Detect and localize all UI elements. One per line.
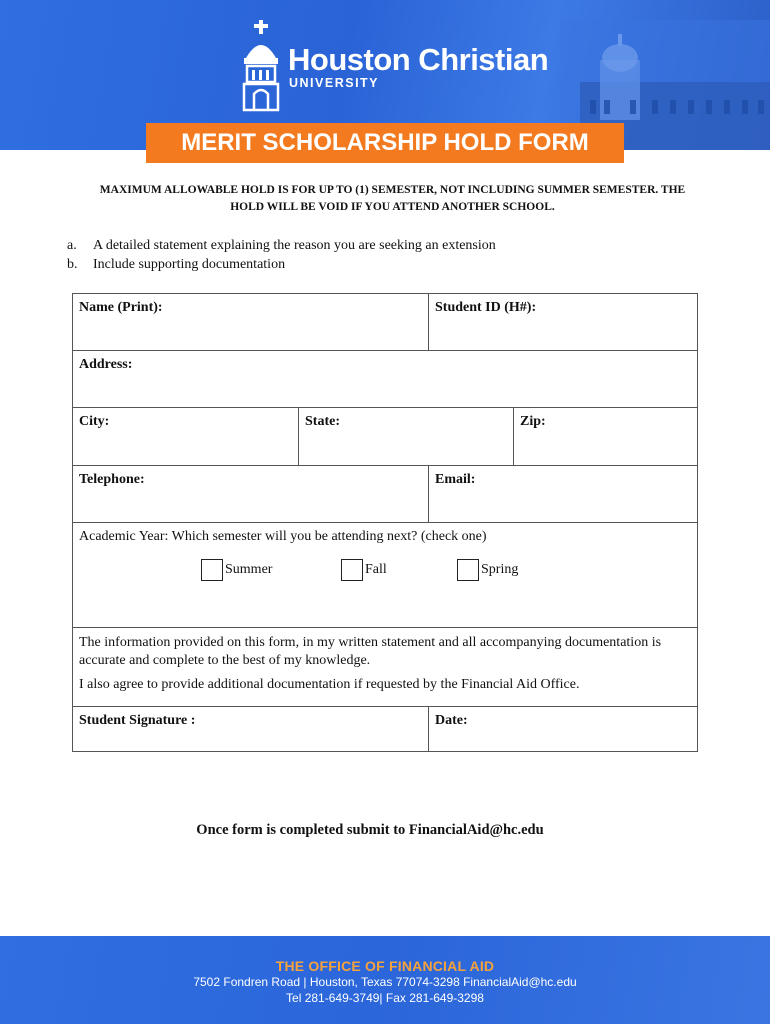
footer-title: THE OFFICE OF FINANCIAL AID — [275, 958, 495, 974]
academic-year-section — [73, 523, 698, 628]
spring-checkbox[interactable] — [457, 559, 479, 581]
application-form — [72, 293, 698, 752]
logo-subtitle: UNIVERSITY — [289, 76, 380, 90]
date-label: Date: — [435, 713, 468, 728]
zip-field[interactable] — [514, 408, 698, 465]
certification-statement — [73, 628, 698, 707]
semester-options — [79, 559, 691, 599]
name-label: Name (Print): — [79, 300, 163, 315]
fall-checkbox[interactable] — [341, 559, 363, 581]
notice-line-2: HOLD WILL BE VOID IF YOU ATTEND ANOTHER SCHOOL. — [230, 201, 555, 213]
signature-field[interactable] — [73, 707, 429, 752]
university-logo[interactable] — [240, 18, 549, 113]
list-marker: b. — [67, 257, 78, 272]
address-label: Address: — [79, 357, 133, 372]
summer-option[interactable] — [201, 559, 272, 581]
city-label: City: — [79, 414, 110, 429]
city-field[interactable] — [73, 408, 299, 466]
statement-paragraph-1: The information provided on this form, in my written statement and all accompanying documentation is accurate and complete to the best of my knowledge. — [79, 635, 662, 668]
student-id-field[interactable] — [429, 294, 698, 351]
telephone-label: Telephone: — [79, 472, 145, 487]
notice-line-1: MAXIMUM ALLOWABLE HOLD IS FOR UP TO (1) SEMESTER, NOT INCLUDING SUMMER SEMESTER. THE — [99, 184, 686, 196]
requirements-list — [67, 236, 496, 274]
signature-label: Student Signature : — [79, 713, 196, 728]
date-field[interactable] — [429, 707, 698, 752]
submit-instructions: Once form is completed submit to FinancialAid@hc.edu — [196, 822, 544, 838]
chapel-dome-icon — [240, 18, 282, 113]
academic-question: Academic Year: Which semester will you be attending next? (check one) — [79, 529, 487, 544]
spring-label: Spring — [481, 562, 519, 577]
zip-label: Zip: — [520, 414, 546, 429]
logo-title: Houston Christian — [288, 42, 549, 77]
form-title: MERIT SCHOLARSHIP HOLD FORM — [146, 123, 624, 163]
summer-label: Summer — [225, 562, 273, 577]
footer-banner — [0, 936, 770, 1024]
state-zip-table — [299, 408, 697, 465]
fall-label: Fall — [365, 562, 387, 577]
state-zip-row — [299, 408, 698, 466]
summer-checkbox[interactable] — [201, 559, 223, 581]
address-field[interactable] — [73, 351, 698, 408]
email-label: Email: — [435, 472, 476, 487]
list-item-text: A detailed statement explaining the reason you are seeking an extension — [93, 238, 496, 253]
name-field[interactable] — [73, 294, 429, 351]
list-item-text: Include supporting documentation — [93, 257, 286, 272]
state-field[interactable] — [299, 408, 514, 465]
list-item — [67, 236, 496, 255]
student-id-label: Student ID (H#): — [435, 300, 537, 315]
list-marker: a. — [67, 238, 77, 253]
footer-address: 7502 Fondren Road | Houston, Texas 77074-3298 FinancialAid@hc.edu — [193, 975, 577, 989]
list-item — [67, 255, 496, 274]
state-label: State: — [305, 414, 340, 429]
fall-option[interactable] — [341, 559, 387, 581]
telephone-field[interactable] — [73, 466, 429, 523]
hold-notice — [55, 182, 730, 216]
footer-phone: Tel 281-649-3749| Fax 281-649-3298 — [286, 991, 484, 1005]
statement-paragraph-2: I also agree to provide additional documentation if requested by the Financial Aid Office. — [79, 677, 580, 692]
spring-option[interactable] — [457, 559, 518, 581]
email-field[interactable] — [429, 466, 698, 523]
